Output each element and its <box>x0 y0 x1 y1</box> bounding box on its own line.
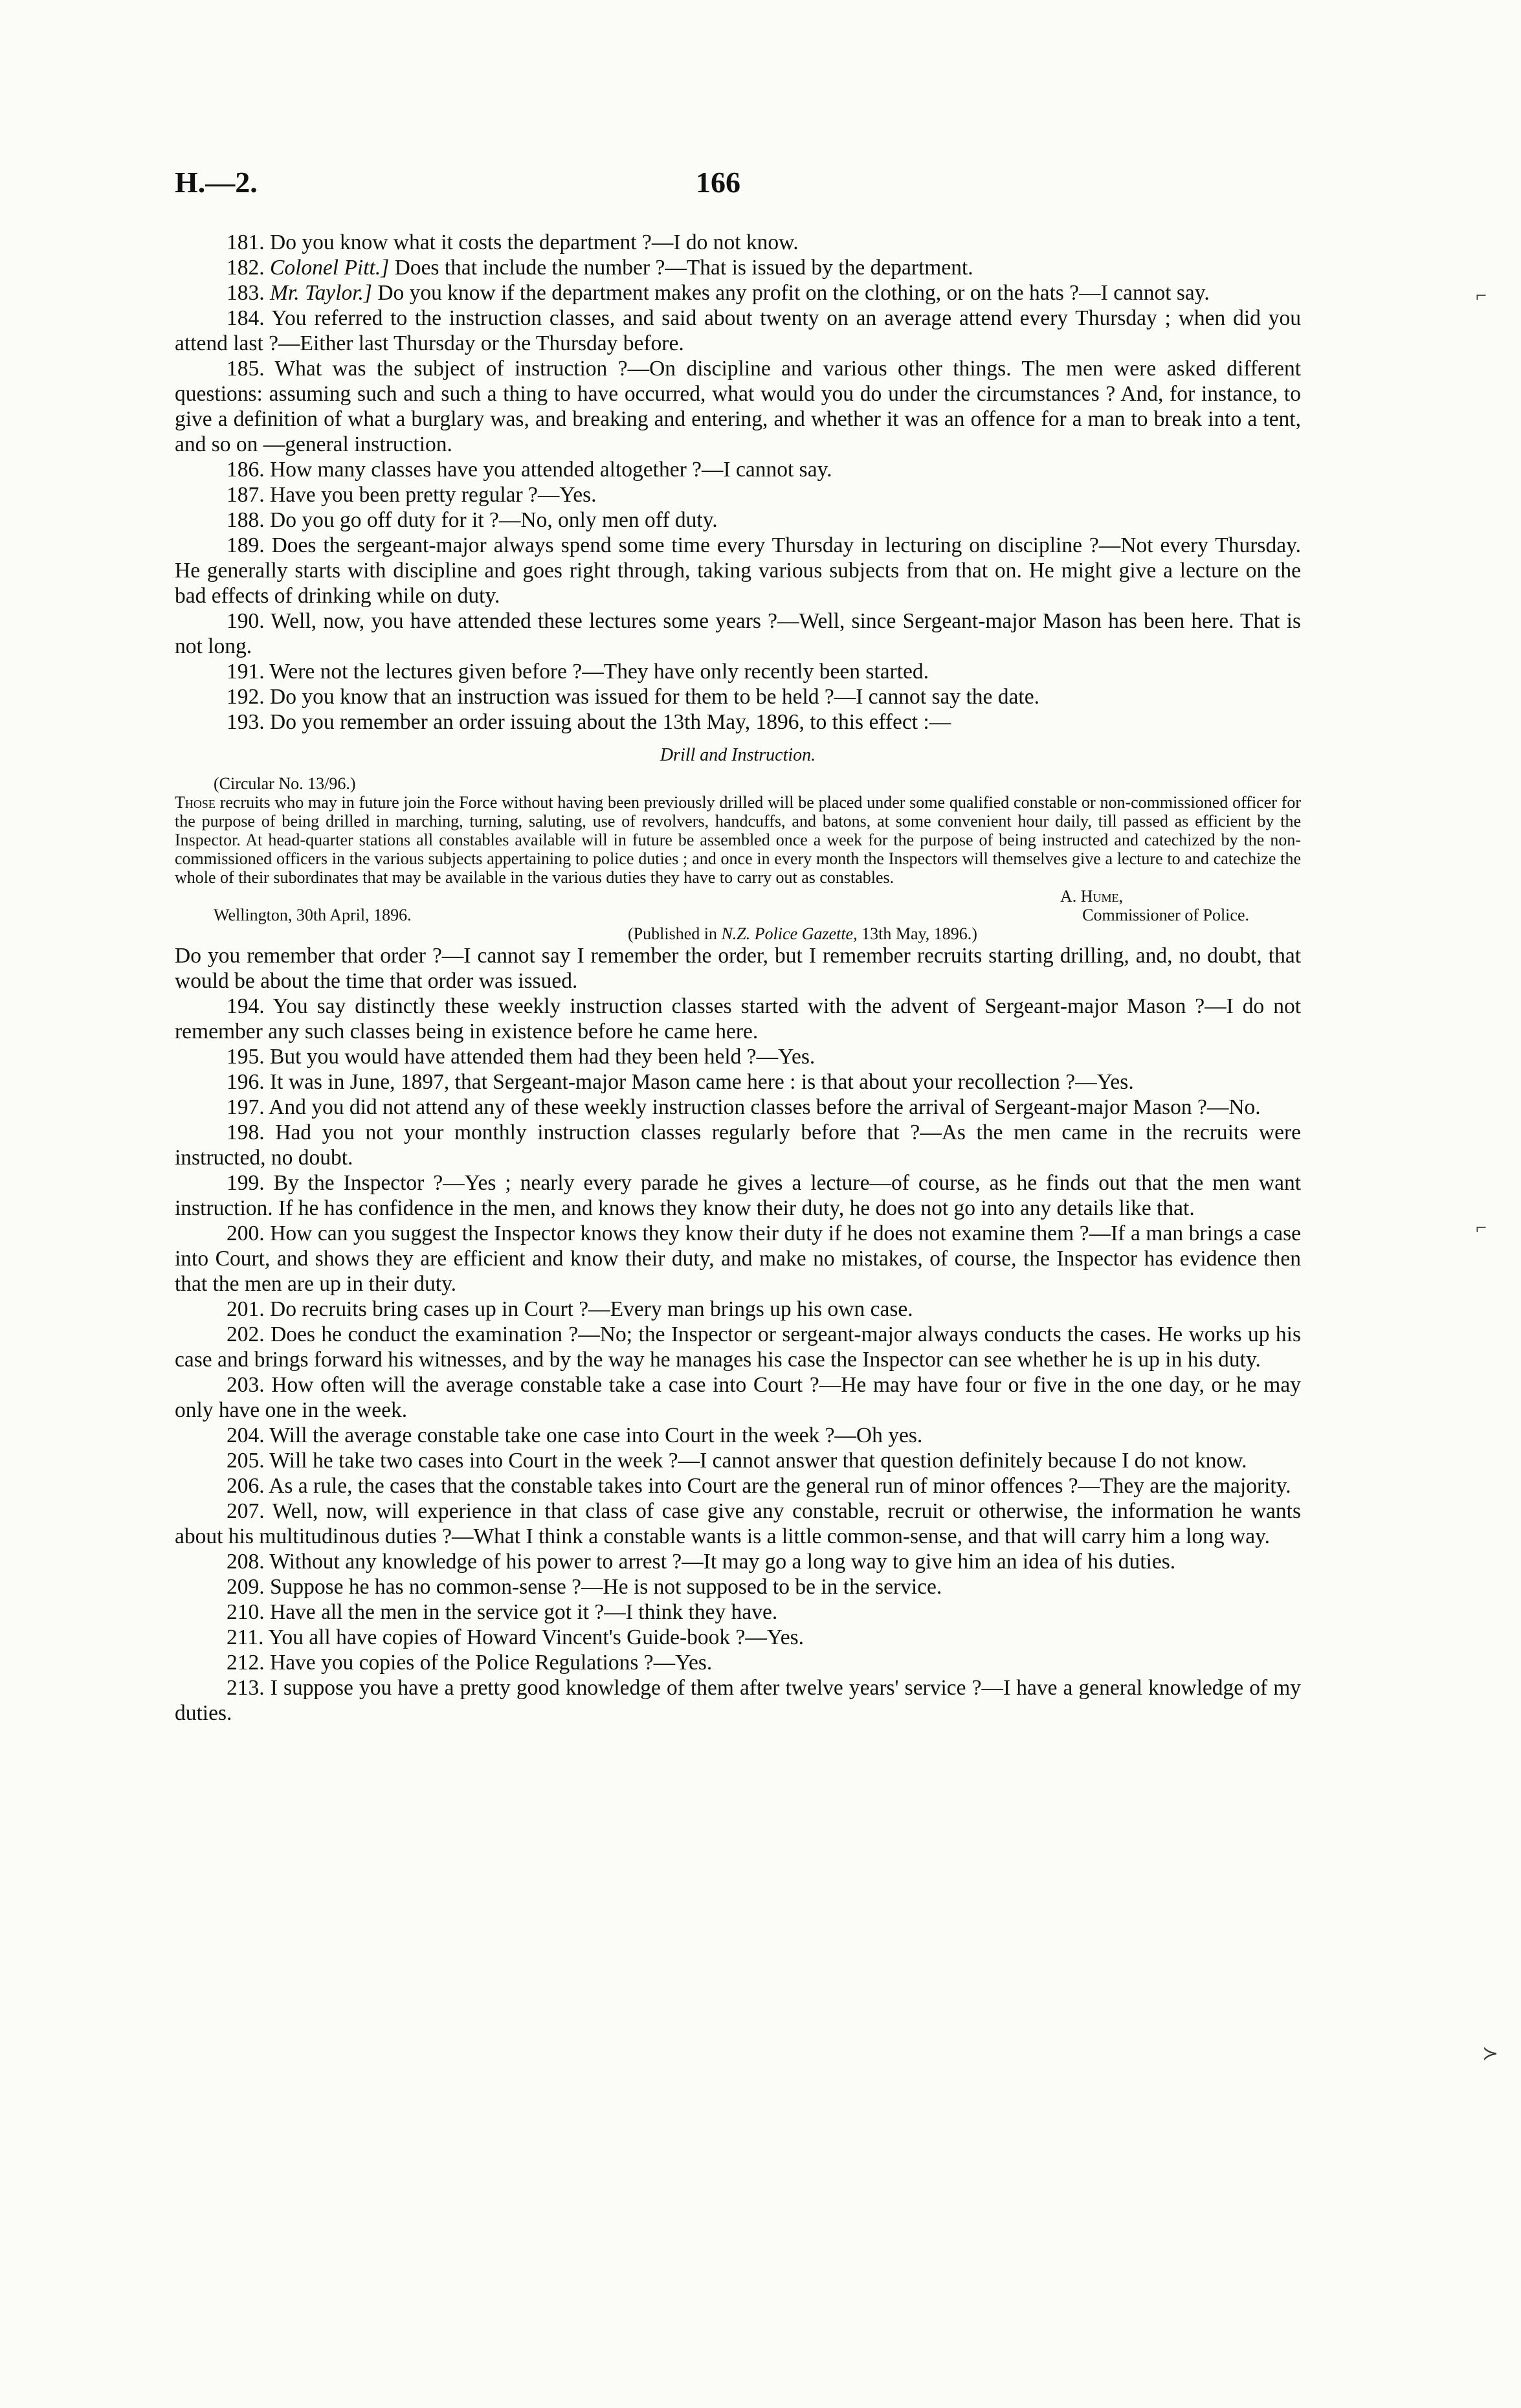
question-number: 203. <box>227 1373 265 1397</box>
question-text: What was the subject of instruction ?—On discipline and various other things. The men were asked different questions: assuming such and such a thing to have occurred, what would you do under the circumstances ? And, for instance, to give a definition of what a burglary was, and breaking and entering, and whether it was an offence for a man to break into a tent, and so on —general instruction. <box>175 357 1302 456</box>
question-number: 208. <box>227 1550 265 1574</box>
question-number: 209. <box>227 1575 265 1599</box>
publication-note <box>304 924 1301 943</box>
testimony-section-1 <box>175 230 1301 735</box>
question-paragraph <box>175 533 1301 608</box>
circular-text <box>175 793 1301 887</box>
circular-signature <box>175 887 1301 924</box>
question-paragraph <box>175 507 1301 533</box>
question-text: Have you copies of the Police Regulations ?—Yes. <box>270 1651 713 1675</box>
circular-place-date: Wellington, 30th April, 1896. <box>214 906 412 924</box>
question-paragraph <box>175 255 1301 280</box>
question-text: Do you know if the department makes any profit on the clothing, or on the hats ?—I cannot say. <box>377 281 1210 305</box>
question-number: 192. <box>227 685 265 709</box>
question-paragraph <box>175 1473 1301 1499</box>
question-text: Do you remember an order issuing about the 13th May, 1896, to this effect :— <box>270 710 951 734</box>
question-text: As a rule, the cases that the constable takes into Court are the general run of minor offences ?—They are the majority. <box>269 1474 1291 1498</box>
signatory-name: A. Hume, <box>1060 887 1123 906</box>
page-number: 166 <box>696 166 740 199</box>
question-text: Have all the men in the service got it ?—I think they have. <box>270 1600 778 1624</box>
question-number: 190. <box>227 609 265 633</box>
question-paragraph <box>175 1423 1301 1448</box>
question-paragraph <box>175 306 1301 356</box>
question-number: 201. <box>227 1297 265 1321</box>
question-number: 197. <box>227 1095 265 1119</box>
signatory-title: Commissioner of Police. <box>1082 906 1249 924</box>
question-paragraph <box>175 457 1301 482</box>
question-paragraph <box>175 1625 1301 1650</box>
question-paragraph <box>175 684 1301 709</box>
question-text: Do recruits bring cases up in Court ?—Every man brings up his own case. <box>270 1297 913 1321</box>
question-number: 194. <box>227 994 265 1018</box>
question-paragraph <box>175 1297 1301 1322</box>
publication-prefix: (Published in <box>628 924 722 943</box>
question-number: 204. <box>227 1423 265 1447</box>
question-number: 193. <box>227 710 265 734</box>
question-text: Do you know that an instruction was issued for them to be held ?—I cannot say the date. <box>270 685 1039 709</box>
question-text: How many classes have you attended altogether ?—I cannot say. <box>270 458 832 482</box>
question-number: 205. <box>227 1449 265 1473</box>
question-number: 189. <box>227 533 265 557</box>
question-paragraph <box>175 1448 1301 1473</box>
testimony-section-2 <box>175 994 1301 1726</box>
question-text: By the Inspector ?—Yes ; nearly every parade he gives a lecture—of course, as he finds out that the men want instruction. If he has confidence in the men, and knows they know their duty, he does not go into any details like that. <box>175 1171 1301 1220</box>
question-number: 202. <box>227 1322 265 1346</box>
circular-label: (Circular No. 13/96.) <box>214 774 356 793</box>
question-paragraph <box>175 1221 1301 1297</box>
publication-date: 13th May, 1896.) <box>857 924 977 943</box>
question-text: Were not the lectures given before ?—They have only recently been started. <box>269 660 929 684</box>
question-paragraph <box>175 1069 1301 1095</box>
question-paragraph <box>175 1044 1301 1069</box>
margin-mark: ≻ <box>1482 2043 1499 2064</box>
question-number: 199. <box>227 1171 265 1195</box>
question-text: It was in June, 1897, that Sergeant-major Mason came here : is that about your recollection ?—Yes. <box>270 1070 1134 1094</box>
question-number: 188. <box>227 508 265 532</box>
question-number: 207. <box>227 1499 265 1523</box>
question-number: 183. <box>227 281 265 305</box>
question-text: How can you suggest the Inspector knows they know their duty if he does not examine them ?—If a man brings a case into Court, and shows they are efficient and know their duty, and make no mistakes, of course, the Inspector has evidence then that the men are up in their duty. <box>175 1221 1302 1296</box>
question-paragraph <box>175 1095 1301 1120</box>
document-body <box>175 230 1301 1726</box>
question-number: 185. <box>227 357 265 381</box>
question-text: You say distinctly these weekly instruction classes started with the advent of Sergeant-major Mason ?—I do not remember any such classes being in existence before he came here. <box>175 994 1302 1043</box>
question-text: Will the average constable take one case into Court in the week ?—Oh yes. <box>269 1423 923 1447</box>
question-paragraph <box>175 482 1301 507</box>
question-paragraph <box>175 608 1301 659</box>
margin-mark: ⌐ <box>1476 1217 1487 1238</box>
question-text: Had you not your monthly instruction classes regularly before that ?—As the men came in the recruits were instructed, no doubt. <box>175 1120 1301 1170</box>
circular-block <box>175 774 1301 943</box>
question-paragraph <box>175 1322 1301 1372</box>
question-number: 210. <box>227 1600 265 1624</box>
question-text: Does he conduct the examination ?—No; the Inspector or sergeant-major always conducts the cases. He works up his case and brings forward his witnesses, and by the way he manages his case the Inspector can see whether he is up in his duty. <box>175 1322 1302 1372</box>
publication-gazette: N.Z. Police Gazette, <box>721 924 858 943</box>
question-text: Do you go off duty for it ?—No, only men off duty. <box>270 508 718 532</box>
question-text: You all have copies of Howard Vincent's Guide-book ?—Yes. <box>268 1625 805 1649</box>
question-number: 191. <box>227 660 265 684</box>
question-number: 187. <box>227 483 265 507</box>
question-paragraph <box>175 709 1301 735</box>
question-text: How often will the average constable take a case into Court ?—He may have four or five in the one day, or he may only have one in the week. <box>175 1373 1301 1422</box>
question-text: Well, now, you have attended these lectures some years ?—Well, since Sergeant-major Mason has been here. That is not long. <box>175 609 1301 658</box>
question-text: Does that include the number ?—That is issued by the department. <box>394 256 973 280</box>
question-number: 186. <box>227 458 265 482</box>
question-paragraph <box>175 280 1301 306</box>
question-text: Will he take two cases into Court in the week ?—I cannot answer that question definitely because I do not know. <box>269 1449 1247 1473</box>
question-text: And you did not attend any of these weekly instruction classes before the arrival of Sergeant-major Mason ?—No. <box>269 1095 1261 1119</box>
question-text: Does the sergeant-major always spend some time every Thursday in lecturing on discipline ?—Not every Thursday. He generally starts with discipline and goes right through, taking various subjects from that on. He might give a lecture on the bad effects of drinking while on duty. <box>175 533 1302 608</box>
margin-mark: ⌐ <box>1476 285 1487 306</box>
question-text: Without any knowledge of his power to arrest ?—It may go a long way to give him an idea of his duties. <box>269 1550 1176 1574</box>
question-number: 195. <box>227 1045 265 1069</box>
question-number: 198. <box>227 1120 265 1144</box>
question-paragraph <box>175 1170 1301 1221</box>
question-paragraph <box>175 994 1301 1044</box>
circular-heading: Drill and Instruction. <box>660 745 816 765</box>
page-header <box>175 165 1301 217</box>
question-number: 206. <box>227 1474 265 1498</box>
question-paragraph <box>175 1574 1301 1600</box>
circular-first-word: Those <box>175 793 216 812</box>
question-text: I suppose you have a pretty good knowledge of them after twelve years' service ?—I have a general knowledge of my duties. <box>175 1676 1301 1725</box>
question-text: Well, now, will experience in that class of case give any constable, recruit or otherwise, the information he wants about his multitudinous duties ?—What I think a constable wants is a little common-sense, and that will carry him a long way. <box>175 1499 1301 1548</box>
question-number: 184. <box>227 306 265 330</box>
document-reference: H.—2. <box>175 166 258 199</box>
question-text: But you would have attended them had they been held ?—Yes. <box>270 1045 816 1069</box>
question-number: 213. <box>227 1676 265 1700</box>
question-paragraph <box>175 1120 1301 1170</box>
question-paragraph <box>175 356 1301 457</box>
question-number: 181. <box>227 230 265 254</box>
speaker-label: Mr. Taylor.] <box>270 281 372 305</box>
question-number: 211. <box>227 1625 264 1649</box>
question-text: You referred to the instruction classes, and said about twenty on an average attend every Thursday ; when did you attend last ?—Either last Thursday or the Thursday before. <box>175 306 1301 355</box>
circular-body: recruits who may in future join the Force without having been previously drilled will be placed under some qualified constable or non-commissioned officer for the purpose of being drilled in marching, turning, saluting, use of revolvers, handcuffs, and batons, at some convenient hour daily, till passed as efficient by the Inspector. At head-quarter stations all constables available will in future be assembled once a week for the purpose of being instructed and catechized by the non-commissioned officers in the various subjects appertaining to police duties ; and once in every month the Inspectors will themselves give a lecture to and catechize the whole of their subordinates that may be available in the various duties they have to carry out as constables. <box>175 793 1302 887</box>
question-paragraph <box>175 659 1301 684</box>
question-text: Suppose he has no common-sense ?—He is not supposed to be in the service. <box>270 1575 942 1599</box>
question-paragraph <box>175 1372 1301 1423</box>
question-paragraph <box>175 230 1301 255</box>
answer-continuation: Do you remember that order ?—I cannot say I remember the order, but I remember recruits starting drilling, and, no doubt, that would be about the time that order was issued. <box>175 944 1301 993</box>
question-number: 196. <box>227 1070 265 1094</box>
question-paragraph <box>175 1675 1301 1726</box>
speaker-label: Colonel Pitt.] <box>270 256 390 280</box>
question-number: 182. <box>227 256 265 280</box>
question-paragraph <box>175 1499 1301 1549</box>
question-paragraph <box>175 1549 1301 1574</box>
question-text: Have you been pretty regular ?—Yes. <box>270 483 597 507</box>
question-text: Do you know what it costs the department ?—I do not know. <box>270 230 799 254</box>
question-paragraph <box>175 1650 1301 1675</box>
question-paragraph <box>175 1600 1301 1625</box>
question-number: 212. <box>227 1651 265 1675</box>
question-number: 200. <box>227 1221 265 1245</box>
